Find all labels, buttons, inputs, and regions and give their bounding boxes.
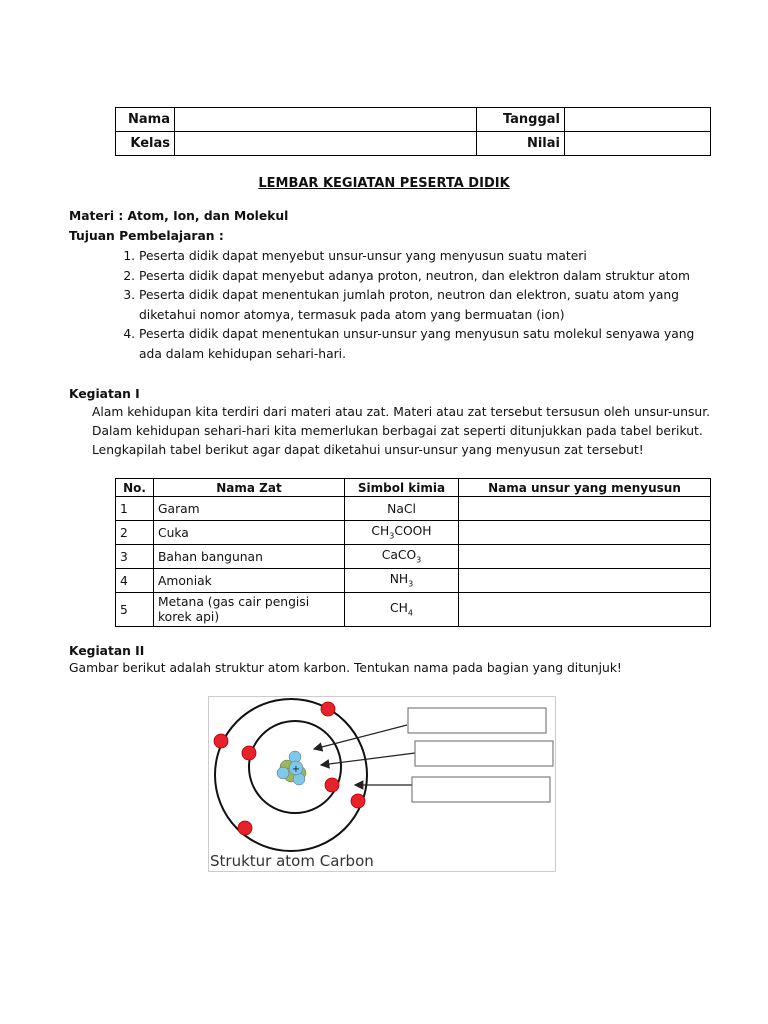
row-nama: Amoniak — [154, 569, 345, 593]
table-row — [116, 521, 711, 545]
kelas-label: Kelas — [116, 132, 175, 156]
substance-table — [115, 478, 711, 627]
row-no: 1 — [116, 497, 154, 521]
nilai-field[interactable] — [565, 132, 711, 156]
col-header: Simbol kimia — [345, 479, 459, 497]
objective-item: 3. Peserta didik dapat menentukan jumlah proton, neutron dan elektron, suatu atom yang diketahui nomor atomya, termasuk pada atom yang bermuatan (ion) — [139, 286, 699, 325]
table-row — [116, 545, 711, 569]
table-row — [116, 593, 711, 627]
row-no: 4 — [116, 569, 154, 593]
objectives-list — [115, 247, 699, 364]
nama-label: Nama — [116, 108, 175, 132]
table-row — [116, 497, 711, 521]
figure-caption: Struktur atom Carbon — [210, 852, 374, 870]
page-title: LEMBAR KEGIATAN PESERTA DIDIK — [258, 176, 510, 191]
answer-box-1[interactable] — [408, 708, 546, 733]
kegiatan2-heading: Kegiatan II — [69, 644, 145, 658]
answer-cell[interactable] — [459, 593, 711, 627]
col-header: Nama unsur yang menyusun — [459, 479, 711, 497]
kelas-field[interactable] — [175, 132, 477, 156]
row-nama: Garam — [154, 497, 345, 521]
row-nama: Cuka — [154, 521, 345, 545]
carbon-atom-figure — [208, 696, 556, 872]
answer-box-2[interactable] — [415, 741, 553, 766]
kegiatan1-heading: Kegiatan I — [69, 387, 140, 401]
row-symbol: $NH_3$ — [345, 569, 459, 593]
nucleus — [277, 751, 306, 785]
tujuan-heading: Tujuan Pembelajaran : — [69, 229, 224, 243]
kegiatan1-text: Lengkapilah tabel berikut agar dapat diketahui unsur-unsur yang menyusun zat tersebut! — [92, 443, 644, 457]
tanggal-field[interactable] — [565, 108, 711, 132]
table-row — [116, 569, 711, 593]
answer-cell[interactable] — [459, 545, 711, 569]
svg-text:+: + — [291, 764, 301, 775]
row-nama: Metana (gas cair pengisi korek api) — [154, 593, 345, 627]
answer-cell[interactable] — [459, 569, 711, 593]
answer-box-3[interactable] — [412, 777, 550, 802]
kegiatan2-text: Gambar berikut adalah struktur atom karbon. Tentukan nama pada bagian yang ditunjuk! — [69, 661, 622, 675]
row-no: 3 — [116, 545, 154, 569]
nilai-label: Nilai — [477, 132, 565, 156]
row-symbol: CaCO$_3$ — [345, 545, 459, 569]
row-nama: Bahan bangunan — [154, 545, 345, 569]
nama-field[interactable] — [175, 108, 477, 132]
kegiatan1-text: Dalam kehidupan sehari-hari kita memerlukan berbagai zat seperti ditunjukkan pada tabel berikut. — [92, 424, 703, 438]
atom-diagram — [209, 697, 555, 871]
answer-cell[interactable] — [459, 497, 711, 521]
col-header: No. — [116, 479, 154, 497]
row-symbol: $CH_4$ — [345, 593, 459, 627]
kegiatan1-text: Alam kehidupan kita terdiri dari materi atau zat. Materi atau zat tersebut tersusun oleh unsur-unsur. — [92, 405, 711, 419]
col-header: Nama Zat — [154, 479, 345, 497]
row-no: 2 — [116, 521, 154, 545]
row-no: 5 — [116, 593, 154, 627]
row-symbol: NaCl — [345, 497, 459, 521]
objective-item: 2. Peserta didik dapat menyebut adanya proton, neutron, dan elektron dalam struktur atom — [139, 267, 699, 287]
row-symbol: $CH_3COOH$ — [345, 521, 459, 545]
answer-cell[interactable] — [459, 521, 711, 545]
student-info-table — [115, 107, 711, 156]
materi-heading: Materi : Atom, Ion, dan Molekul — [69, 209, 289, 223]
objective-item: 4. Peserta didik dapat menentukan unsur-unsur yang menyusun satu molekul senyawa yang ada dalam kehidupan sehari-hari. — [139, 325, 699, 364]
objective-item: 1. Peserta didik dapat menyebut unsur-unsur yang menyusun suatu materi — [139, 247, 699, 267]
tanggal-label: Tanggal — [477, 108, 565, 132]
